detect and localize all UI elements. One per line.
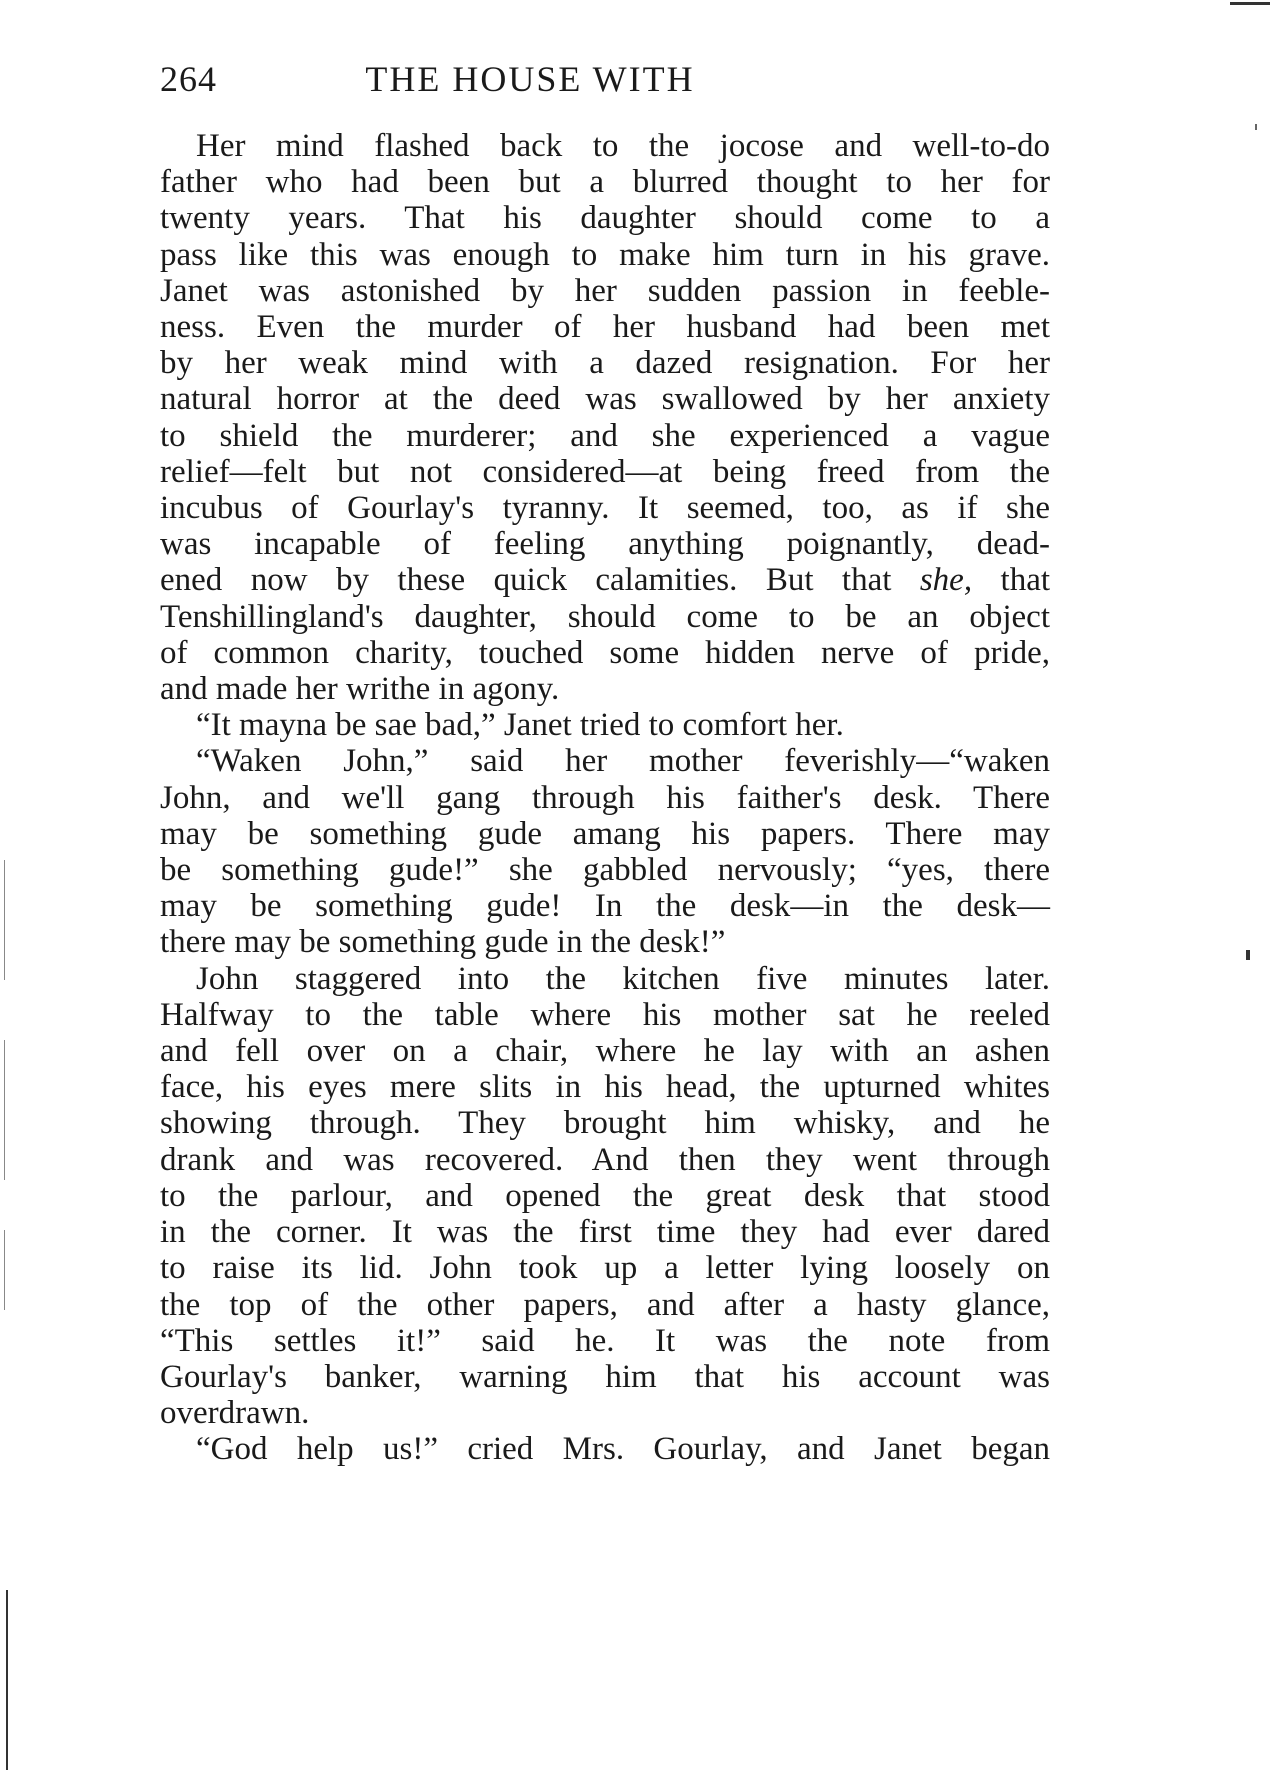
text-line: showing through. They brought him whisky, and he	[160, 1105, 1050, 1142]
text-line: face, his eyes mere slits in his head, the upturned whites	[160, 1069, 1050, 1106]
text-line: overdrawn.	[160, 1395, 310, 1432]
text-line: twenty years. That his daughter should come to a	[160, 200, 1050, 237]
scan-edge-mark	[4, 1230, 5, 1310]
text-line: natural horror at the deed was swallowed by her anxiety	[160, 381, 1050, 418]
text-line: Her mind flashed back to the jocose and well-to-do	[196, 128, 1050, 164]
page-header	[160, 58, 1160, 108]
text-line: father who had been but a blurred thought to her for	[160, 164, 1050, 201]
scan-edge-mark	[4, 860, 5, 980]
text-line: “God help us!” cried Mrs. Gourlay, and Janet began	[196, 1431, 1050, 1468]
scan-edge-mark	[4, 1040, 5, 1180]
text-line: in the corner. It was the first time they had ever dared	[160, 1214, 1050, 1251]
scan-edge-mark	[6, 1590, 8, 1770]
text-line: was incapable of feeling anything poignantly, dead-	[160, 526, 1050, 563]
text-line: may be something gude! In the desk—in the desk—	[160, 888, 1050, 925]
text-line: incubus of Gourlay's tyranny. It seemed, too, as if she	[160, 490, 1050, 527]
text-line: Gourlay's banker, warning him that his account was	[160, 1358, 1050, 1395]
text-line: “This settles it!” said he. It was the note from	[160, 1322, 1050, 1359]
text-line: of common charity, touched some hidden nerve of pride,	[160, 634, 1050, 671]
running-title: THE HOUSE WITH	[365, 59, 695, 99]
text-line	[160, 562, 1050, 598]
text-segment: that	[972, 562, 1051, 599]
text-line: and made her writhe in agony.	[160, 671, 560, 708]
text-line: ness. Even the murder of her husband had been met	[160, 309, 1050, 346]
text-line: there may be something gude in the desk!”	[160, 924, 726, 961]
text-line: Halfway to the table where his mother sat he reeled	[160, 996, 1050, 1033]
scan-edge-mark	[1230, 2, 1270, 5]
body-text	[160, 128, 1050, 1468]
text-line: and fell over on a chair, where he lay with an ashen	[160, 1033, 1050, 1070]
text-line: pass like this was enough to make him turn in his grave.	[160, 236, 1050, 273]
page-number: 264	[160, 59, 217, 99]
italic-emphasis: she,	[919, 562, 973, 599]
text-line: may be something gude amang his papers. There may	[160, 815, 1050, 852]
text-line: Tenshillingland's daughter, should come to be an object	[160, 598, 1050, 635]
text-line: to shield the murderer; and she experienced a vague	[160, 417, 1050, 454]
text-line: to raise its lid. John took up a letter lying loosely on	[160, 1250, 1050, 1287]
text-line: by her weak mind with a dazed resignation. For her	[160, 345, 1050, 382]
text-line: “It mayna be sae bad,” Janet tried to comfort her.	[196, 707, 844, 744]
text-line: be something gude!” she gabbled nervously; “yes, there	[160, 852, 1050, 889]
text-line: the top of the other papers, and after a hasty glance,	[160, 1286, 1050, 1323]
text-segment: ened now by these quick calamities. But that	[160, 562, 920, 599]
text-line: John, and we'll gang through his faither's desk. There	[160, 779, 1050, 816]
text-line: Janet was astonished by her sudden passion in feeble-	[160, 272, 1050, 309]
text-line: drank and was recovered. And then they went through	[160, 1141, 1050, 1178]
text-line: relief—felt but not considered—at being freed from the	[160, 453, 1050, 490]
text-line: “Waken John,” said her mother feverishly—“waken	[196, 743, 1050, 780]
scan-speck	[1246, 950, 1250, 960]
text-line: to the parlour, and opened the great desk that stood	[160, 1177, 1050, 1214]
text-line: John staggered into the kitchen five minutes later.	[196, 960, 1050, 997]
scan-speck	[1255, 124, 1257, 130]
